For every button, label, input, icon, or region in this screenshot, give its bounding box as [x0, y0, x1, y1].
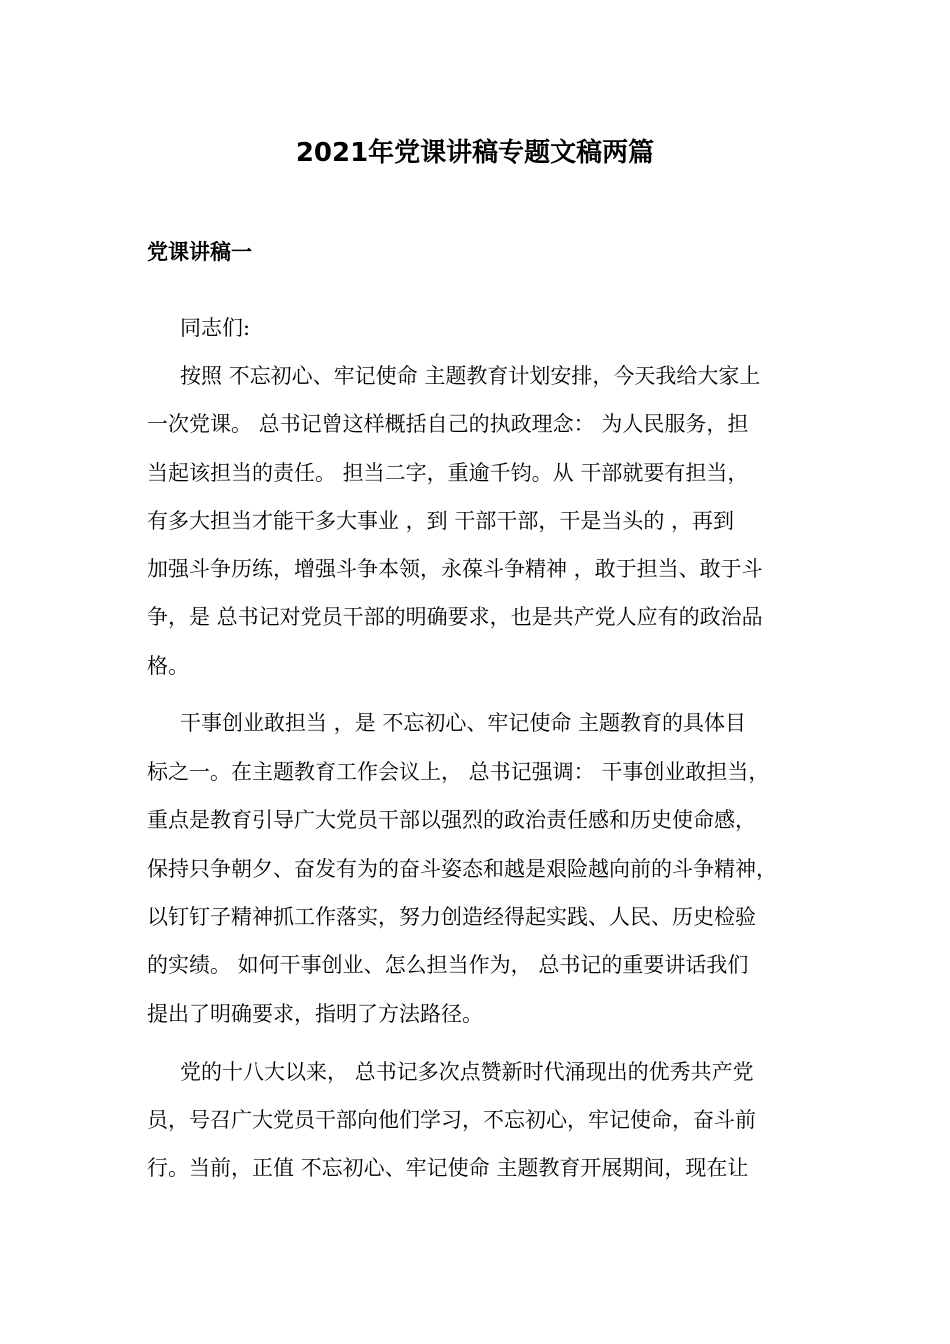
paragraph-1-line: 当起该担当的责任。 担当二字，重逾千钧。从 干部就要有担当， — [147, 461, 749, 485]
paragraph-1-line: 按照 不忘初心、牢记使命 主题教育计划安排，今天我给大家上 — [180, 364, 761, 388]
document-title: 2021年党课讲稿专题文稿两篇 — [295, 138, 655, 168]
paragraph-3-line: 党的十八大以来， 总书记多次点赞新时代涌现出的优秀共产党 — [180, 1060, 754, 1084]
paragraph-1-line: 有多大担当才能干多大事业 ，到 干部干部，干是当头的 ，再到 — [147, 509, 735, 533]
paragraph-1-line: 一次党课。 总书记曾这样概括自己的执政理念： 为人民服务，担 — [147, 412, 749, 436]
salutation-line: 同志们: — [180, 316, 251, 340]
paragraph-2-line: 提出了明确要求，指明了方法路径。 — [147, 1002, 483, 1026]
paragraph-2-line: 保持只争朝夕、奋发有为的奋斗姿态和越是艰险越向前的斗争精神， — [147, 857, 777, 881]
paragraph-3-line: 行。当前，正值 不忘初心、牢记使命 主题教育开展期间，现在让 — [147, 1156, 749, 1180]
paragraph-1-line: 争，是 总书记对党员干部的明确要求，也是共产党人应有的政治品 — [147, 605, 763, 629]
paragraph-2-line: 的实绩。 如何干事创业、怎么担当作为， 总书记的重要讲话我们 — [147, 953, 749, 977]
paragraph-1-line: 格。 — [147, 654, 189, 678]
paragraph-2-line: 标之一。在主题教育工作会议上， 总书记强调： 干事创业敢担当， — [147, 760, 770, 784]
paragraph-2-line: 重点是教育引导广大党员干部以强烈的政治责任感和历史使命感， — [147, 808, 756, 832]
section-heading: 党课讲稿一 — [147, 240, 252, 264]
paragraph-1-line: 加强斗争历练，增强斗争本领，永葆斗争精神 ，敢于担当、敢于斗 — [147, 557, 763, 581]
paragraph-2-line: 以钉钉子精神抓工作落实，努力创造经得起实践、人民、历史检验 — [147, 905, 756, 929]
paragraph-3-line: 员，号召广大党员干部向他们学习，不忘初心，牢记使命，奋斗前 — [147, 1108, 756, 1132]
paragraph-2-line: 干事创业敢担当 ，是 不忘初心、牢记使命 主题教育的具体目 — [180, 711, 747, 735]
